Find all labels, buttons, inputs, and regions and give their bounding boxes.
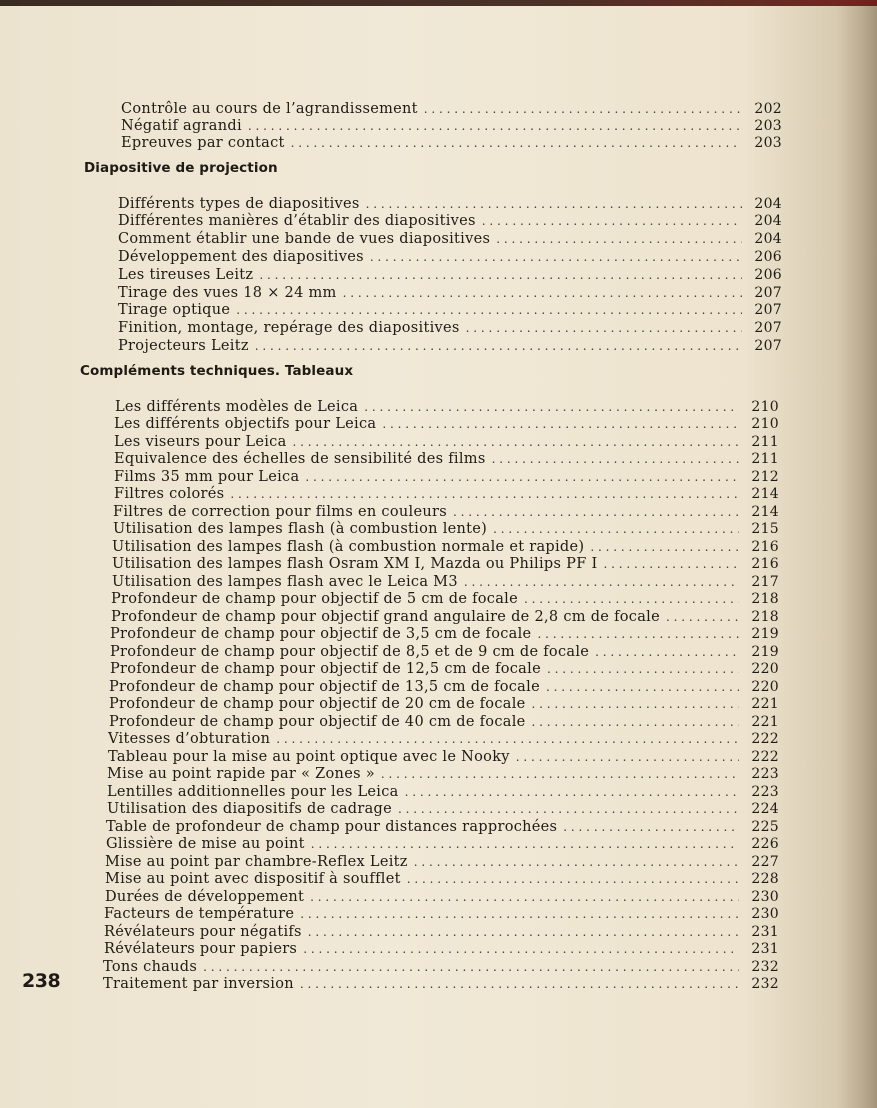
toc-entry-title: Développement des diapositives: [118, 249, 364, 265]
toc-entry-title: Comment établir une bande de vues diapositives: [118, 231, 491, 247]
toc-entry: [118, 196, 782, 214]
toc-entry: [114, 416, 779, 434]
toc-entry-title: Profondeur de champ pour objectif de 8,5 et de 9 cm de focale: [110, 644, 590, 660]
toc-entry-title: Traitement par inversion: [103, 976, 294, 992]
toc-entry-page: 221: [751, 696, 779, 712]
toc-entry-title: Tableau pour la mise au point optique avec le Nooky: [108, 749, 510, 765]
dot-leader: [524, 592, 739, 606]
toc-entry: [114, 434, 779, 452]
dot-leader: [291, 136, 742, 150]
toc-entry-page: 222: [751, 749, 779, 765]
toc-entry-title: Utilisation des lampes flash Osram XM I, Mazda ou Philips PF I: [112, 556, 598, 572]
toc-entry-page: 216: [751, 556, 779, 572]
dot-leader: [300, 907, 739, 921]
toc-entry-page: 217: [751, 574, 779, 590]
toc-entry-title: Révélateurs pour négatifs: [104, 924, 302, 940]
toc-entry: [108, 731, 779, 749]
dot-leader: [381, 767, 739, 781]
dot-leader: [537, 627, 739, 641]
dot-leader: [276, 732, 739, 746]
toc-entry: [118, 249, 782, 267]
toc-entry-title: Mise au point avec dispositif à soufflet: [105, 871, 401, 887]
toc-entry: [110, 644, 779, 662]
toc-entry: [104, 924, 779, 942]
dot-leader: [532, 697, 739, 711]
toc-entry-page: 212: [751, 469, 779, 485]
dot-leader: [310, 890, 739, 904]
toc-entry-title: Révélateurs pour papiers: [104, 941, 298, 957]
toc-entry-title: Les différents modèles de Leica: [115, 399, 359, 415]
toc-entry: [106, 836, 779, 854]
toc-entry-page: 204: [754, 196, 782, 212]
toc-entry-title: Filtres colorés: [114, 486, 225, 502]
toc-entry: [109, 714, 779, 732]
dot-leader: [590, 540, 739, 554]
dot-leader: [382, 417, 739, 431]
toc-entry-page: 210: [751, 399, 779, 415]
toc-entry: [110, 661, 779, 679]
toc-entry: [113, 521, 779, 539]
toc-entry-title: Durées de développement: [105, 889, 305, 905]
toc-entry-title: Profondeur de champ pour objectif de 13,5 cm de focale: [109, 679, 540, 695]
toc-entry-title: Différents types de diapositives: [118, 196, 360, 212]
toc-entry-title: Utilisation des diapositifs de cadrage: [107, 801, 392, 817]
dot-leader: [532, 715, 739, 729]
dot-leader: [303, 942, 739, 956]
toc-entry-title: Vitesses d’obturation: [108, 731, 271, 747]
toc-entry-page: 207: [754, 285, 782, 301]
toc-entry: [118, 320, 782, 338]
dot-leader: [496, 232, 742, 246]
toc-entry-title: Finition, montage, repérage des diapositives: [118, 320, 460, 336]
dot-leader: [492, 452, 739, 466]
dot-leader: [311, 837, 739, 851]
toc-entry-page: 203: [754, 118, 782, 134]
toc-entry-page: 227: [751, 854, 779, 870]
toc-entry: [114, 469, 779, 487]
section-heading: Compléments techniques. Tableaux: [80, 363, 354, 379]
toc-entry: [112, 539, 779, 557]
toc-entry-page: 214: [751, 504, 779, 520]
toc-entry-title: Profondeur de champ pour objectif de 40 cm de focale: [109, 714, 526, 730]
toc-entry-title: Tirage optique: [118, 302, 231, 318]
toc-entry-title: Utilisation des lampes flash (à combustion lente): [113, 521, 488, 537]
dot-leader: [493, 522, 739, 536]
toc-entry-page: 202: [754, 101, 782, 117]
toc-entry-title: Utilisation des lampes flash (à combustion normale et rapide): [112, 539, 585, 555]
toc-entry-title: Profondeur de champ pour objectif de 5 cm de focale: [111, 591, 518, 607]
toc-entry-title: Contrôle au cours de l’agrandissement: [121, 101, 418, 117]
toc-entry: [121, 101, 782, 119]
dot-leader: [370, 250, 742, 264]
dot-leader: [398, 802, 739, 816]
toc-entry: [109, 679, 779, 697]
dot-leader: [466, 321, 742, 335]
toc-entry: [107, 766, 779, 784]
toc-entry: [103, 959, 779, 977]
page-number: 238: [22, 970, 61, 992]
toc-entry: [118, 302, 782, 320]
toc-entry: [104, 941, 779, 959]
dot-leader: [604, 557, 739, 571]
toc-entry-title: Négatif agrandi: [121, 118, 242, 134]
toc-entry: [107, 801, 779, 819]
toc-entry: [118, 285, 782, 303]
dot-leader: [424, 102, 742, 116]
dot-leader: [293, 435, 739, 449]
toc-entry-title: Films 35 mm pour Leica: [114, 469, 300, 485]
toc-entry: [118, 213, 782, 231]
toc-entry-page: 204: [754, 213, 782, 229]
toc-entry: [113, 504, 779, 522]
dot-leader: [343, 286, 742, 300]
toc-entry-title: Profondeur de champ pour objectif grand angulaire de 2,8 cm de focale: [111, 609, 660, 625]
toc-entry-page: 219: [751, 626, 779, 642]
toc-entry-page: 230: [751, 889, 779, 905]
toc-entry: [111, 591, 779, 609]
toc-entry: [105, 871, 779, 889]
toc-entry: [104, 906, 779, 924]
dot-leader: [453, 505, 739, 519]
dot-leader: [248, 119, 742, 133]
toc-entry-title: Profondeur de champ pour objectif de 20 cm de focale: [109, 696, 526, 712]
toc-entry: [111, 609, 779, 627]
toc-entry-page: 210: [751, 416, 779, 432]
dot-leader: [255, 339, 742, 353]
toc-entry-page: 206: [754, 267, 782, 283]
toc-entry-page: 220: [751, 661, 779, 677]
toc-entry-title: Profondeur de champ pour objectif de 3,5 cm de focale: [110, 626, 532, 642]
toc-entry-page: 204: [754, 231, 782, 247]
dot-leader: [308, 925, 739, 939]
toc-entry-title: Mise au point par chambre-Reflex Leitz: [105, 854, 408, 870]
toc-entry-page: 222: [751, 731, 779, 747]
toc-entry-page: 231: [751, 924, 779, 940]
dot-leader: [547, 662, 739, 676]
toc-entry: [121, 118, 782, 136]
toc-entry-page: 207: [754, 338, 782, 354]
toc-entry-title: Facteurs de température: [104, 906, 295, 922]
toc-entry-title: Projecteurs Leitz: [118, 338, 249, 354]
toc-entry: [114, 486, 779, 504]
dot-leader: [407, 872, 739, 886]
dot-leader: [546, 680, 739, 694]
toc-entry: [108, 749, 779, 767]
dot-leader: [236, 303, 742, 317]
toc-entry-title: Différentes manières d’établir des diapositives: [118, 213, 476, 229]
section-heading: Diapositive de projection: [84, 160, 278, 176]
toc-entry-title: Les différents objectifs pour Leica: [114, 416, 377, 432]
toc-entry-page: 211: [751, 451, 779, 467]
toc-entry: [110, 626, 779, 644]
dot-leader: [516, 750, 739, 764]
toc-entry-page: 223: [751, 784, 779, 800]
toc-entry-page: 230: [751, 906, 779, 922]
toc-entry-page: 211: [751, 434, 779, 450]
dot-leader: [563, 820, 739, 834]
toc-entry-title: Epreuves par contact: [121, 135, 285, 151]
toc-entry: [118, 231, 782, 249]
toc-entry-title: Profondeur de champ pour objectif de 12,5 cm de focale: [110, 661, 541, 677]
toc-entry: [109, 696, 779, 714]
toc-entry: [112, 574, 779, 592]
toc-entry-page: 220: [751, 679, 779, 695]
dot-leader: [414, 855, 739, 869]
dot-leader: [259, 268, 742, 282]
toc-entry-page: 206: [754, 249, 782, 265]
toc-entry-title: Tirage des vues 18 × 24 mm: [118, 285, 337, 301]
toc-entry: [112, 556, 779, 574]
dot-leader: [464, 575, 739, 589]
toc-entry-title: Tons chauds: [103, 959, 198, 975]
toc-entry-page: 218: [751, 591, 779, 607]
toc-entry-title: Lentilles additionnelles pour les Leica: [107, 784, 399, 800]
page-top-edge: [0, 0, 877, 6]
dot-leader: [300, 977, 739, 991]
toc-entry: [115, 399, 779, 417]
dot-leader: [595, 645, 739, 659]
toc-entry-page: 215: [751, 521, 779, 537]
toc-entry-title: Les tireuses Leitz: [118, 267, 254, 283]
toc-entry: [118, 267, 782, 285]
dot-leader: [230, 487, 739, 501]
toc-entry-page: 228: [751, 871, 779, 887]
toc-entry: [121, 135, 782, 153]
toc-entry: [107, 784, 779, 802]
dot-leader: [366, 197, 742, 211]
dot-leader: [666, 610, 739, 624]
toc-entry-page: 218: [751, 609, 779, 625]
toc-entry-title: Equivalence des échelles de sensibilité des films: [114, 451, 486, 467]
toc-entry: [105, 854, 779, 872]
toc-entry-title: Filtres de correction pour films en couleurs: [113, 504, 447, 520]
toc-entry-page: 232: [751, 976, 779, 992]
toc-entry-title: Glissière de mise au point: [106, 836, 305, 852]
toc-entry-page: 207: [754, 302, 782, 318]
toc-entry-page: 224: [751, 801, 779, 817]
toc-entry: [106, 819, 779, 837]
spine-shadow: [837, 0, 877, 1108]
toc-entry: [105, 889, 779, 907]
toc-entry: [114, 451, 779, 469]
toc-entry: [118, 338, 782, 356]
toc-entry-title: Les viseurs pour Leica: [114, 434, 287, 450]
toc-entry-title: Mise au point rapide par « Zones »: [107, 766, 375, 782]
dot-leader: [482, 214, 742, 228]
toc-entry-page: 223: [751, 766, 779, 782]
toc-entry: [103, 976, 779, 994]
dot-leader: [203, 960, 739, 974]
toc-entry-page: 207: [754, 320, 782, 336]
toc-entry-page: 225: [751, 819, 779, 835]
toc-entry-page: 221: [751, 714, 779, 730]
dot-leader: [405, 785, 739, 799]
toc-entry-page: 219: [751, 644, 779, 660]
toc-entry-page: 232: [751, 959, 779, 975]
dot-leader: [305, 470, 739, 484]
toc-entry-title: Table de profondeur de champ pour distances rapprochées: [106, 819, 558, 835]
dot-leader: [364, 400, 739, 414]
toc-entry-page: 203: [754, 135, 782, 151]
toc-entry-title: Utilisation des lampes flash avec le Leica M3: [112, 574, 458, 590]
toc-entry-page: 214: [751, 486, 779, 502]
toc-entry-page: 226: [751, 836, 779, 852]
toc-entry-page: 231: [751, 941, 779, 957]
toc-entry-page: 216: [751, 539, 779, 555]
